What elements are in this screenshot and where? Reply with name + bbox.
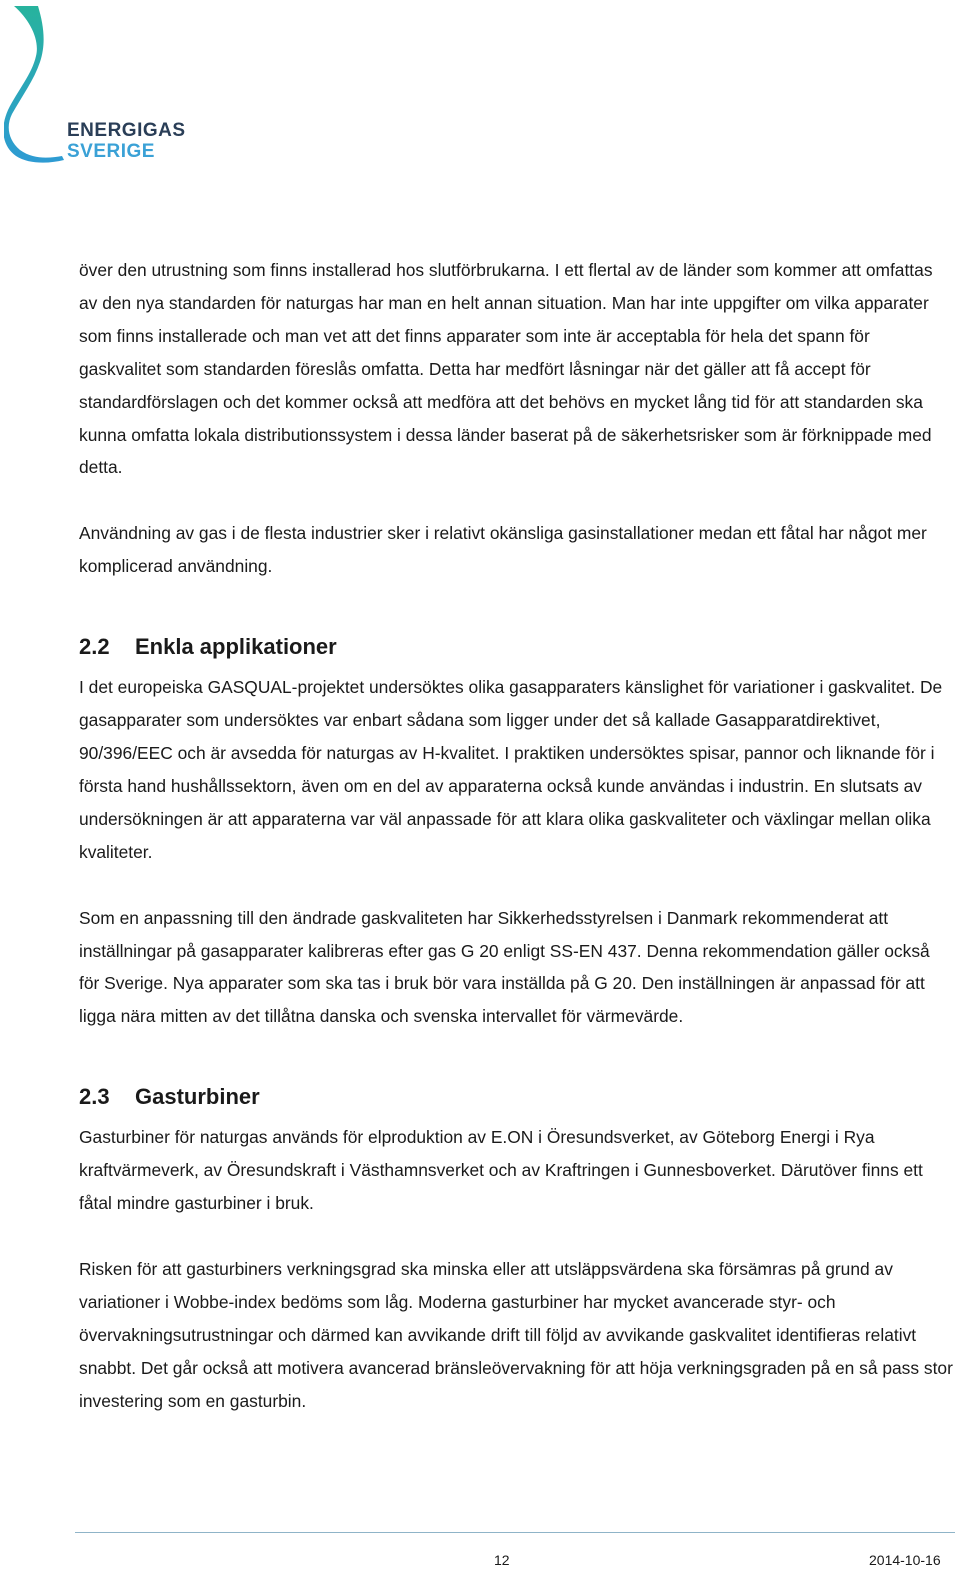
section-heading-2-2: [79, 631, 954, 663]
section-heading-2-3: [79, 1081, 954, 1113]
company-logo: [4, 4, 194, 164]
page-number: 12: [494, 1552, 510, 1568]
logo-text-sverige: SVERIGE: [67, 141, 155, 162]
document-body: [79, 254, 954, 1417]
section-number: 2.3: [79, 1084, 110, 1110]
section-number: 2.2: [79, 634, 110, 660]
paragraph: Risken för att gasturbiners verkningsgrad ska minska eller att utsläppsvärdena ska försämras på grund av variationer i Wobbe-index bedöms som låg. Moderna gasturbiner har mycket avancerade styr- och övervakningsutrustningar och därmed kan avvikande drift till följd av avvikande gaskvalitet identifieras relativt snabbt. Det går också att motivera avancerad bränsleövervakning för att höja verkningsgraden på en så pass stor investering som en gasturbin.: [79, 1258, 953, 1411]
paragraph: över den utrustning som finns installerad hos slutförbrukarna. I ett flertal av de länder som kommer att omfattas av den nya standarden för naturgas har man en helt annan situation. Man har inte uppgifter om vilka apparater som finns installerade och man vet att det finns apparater som inte är acceptabla för hela det spann för gaskvalitet som standarden föreslås omfatta. Detta har medfört låsningar när det gäller att få accept för standardförslagen och det kommer också att medföra att det behövs en mycket lång tid för att standarden ska kunna omfatta lokala distributionssystem i dessa länder baserat på de säkerhetsrisker som är förknippade med detta.: [79, 260, 933, 478]
paragraph: I det europeiska GASQUAL-projektet undersöktes olika gasapparaters känslighet för variationer i gaskvalitet. De gasapparater som undersöktes var enbart sådana som ligger under det så kallade Gasapparatdirektivet, 90/396/EEC och är avsedda för naturgas av H-kvalitet. I praktiken undersöktes spisar, pannor och liknande för i första hand hushållssektorn, även om en del av apparaterna också kunde användas i industrin. En slutsats av undersökningen är att apparaterna var väl anpassade för att klara olika gaskvaliteter och växlingar mellan olika kvaliteter.: [79, 677, 943, 862]
logo-text-energigas: ENERGIGAS: [67, 120, 186, 141]
paragraph: Som en anpassning till den ändrade gaskvaliteten har Sikkerhedsstyrelsen i Danmark rekommenderat att inställningar på gasapparater kalibreras efter gas G 20 enligt SS-EN 437. Denna rekommendation gäller också för Sverige. Nya apparater som ska tas i bruk bör vara inställda på G 20. Den inställningen är anpassad för att ligga nära mitten av det tillåtna danska och svenska intervallet för värmevärde.: [79, 907, 930, 1027]
footer-date: 2014-10-16: [869, 1552, 941, 1568]
section-title: Gasturbiner: [135, 1084, 260, 1110]
paragraph: Användning av gas i de flesta industrier sker i relativt okänsliga gasinstallationer medan ett fåtal har något mer komplicerad användning.: [79, 523, 927, 577]
section-title: Enkla applikationer: [135, 634, 337, 660]
footer-divider: [75, 1532, 955, 1533]
paragraph: Gasturbiner för naturgas används för elproduktion av E.ON i Öresundsverket, av Göteborg Energi i Rya kraftvärmeverk, av Öresundskraft i Västhamnsverket och av Kraftringen i Gunnesboverket. Därutöver finns ett fåtal mindre gasturbiner i bruk.: [79, 1127, 923, 1214]
logo-mark-icon: [4, 4, 74, 164]
